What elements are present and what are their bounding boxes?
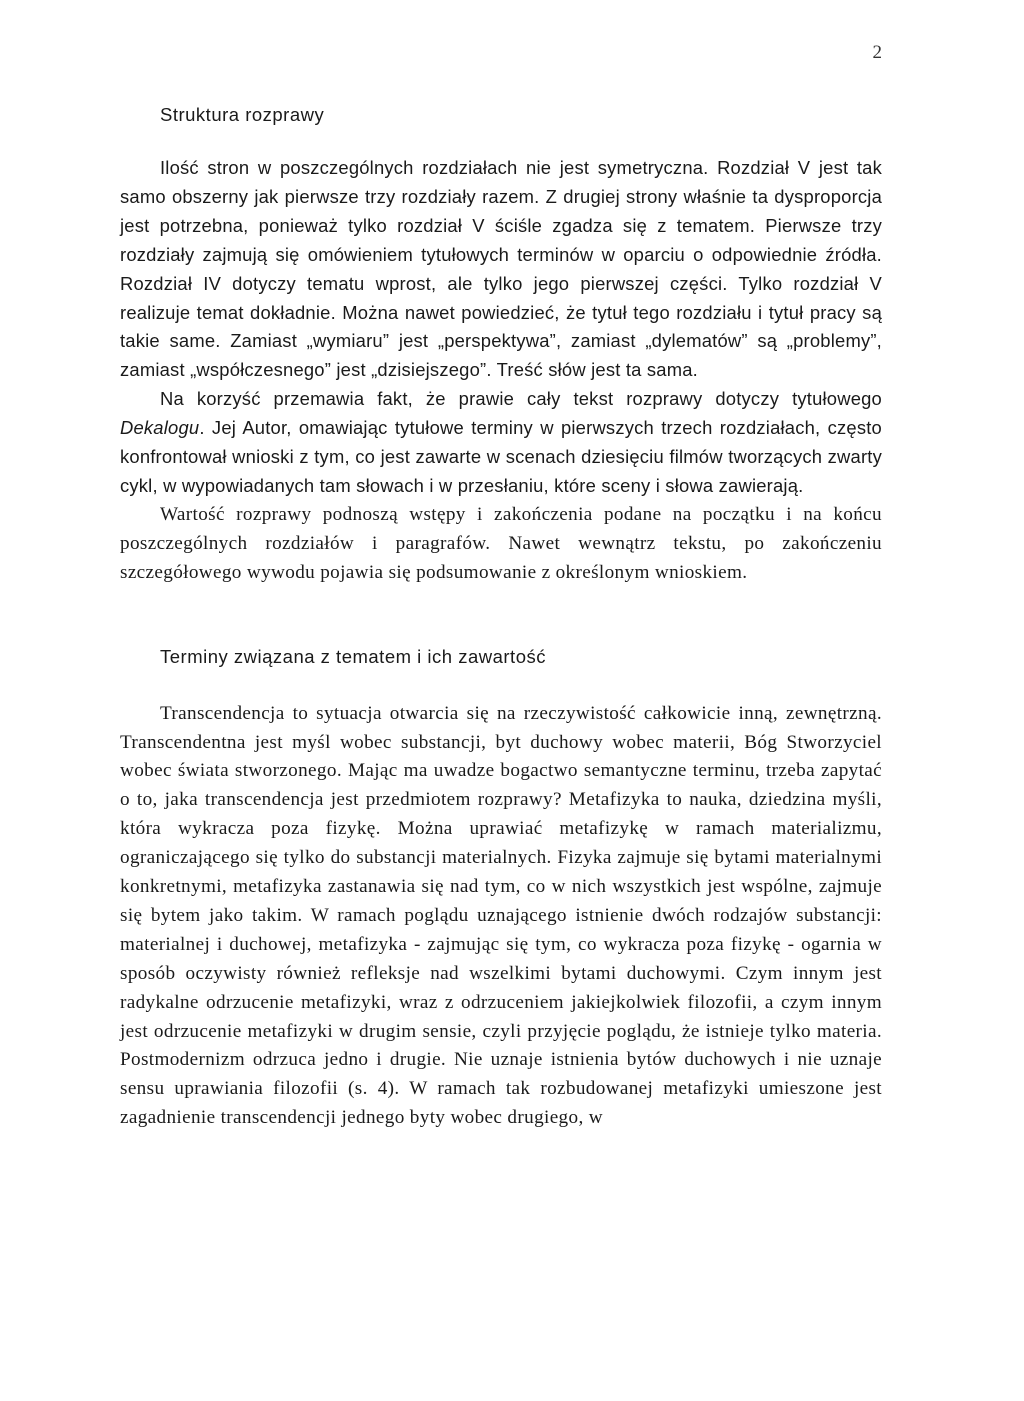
paragraph-page-count: Ilość stron w poszczególnych rozdziałach nie jest symetryczna. Rozdział V jest tak samo obszerny jak pierwsze trzy rozdziały razem. Z drugiej strony właśnie ta dysproporcja jest potrzebna, ponieważ tylko rozdział V ściśle zgadza się z tematem. Pierwsze trzy rozdziały zajmują się omówieniem tytułowych terminów w oparciu o odpowiednie źródła. Rozdział IV dotyczy tematu wprost, ale tylko jego pierwszej części. Tylko rozdział V realizuje temat dokładnie. Można nawet powiedzieć, że tytuł tego rozdziału i tytuł pracy są takie same. Zamiast „wymiaru” jest „perspektywa”, zamiast „dylematów” są „problemy”, zamiast „współczesnego” jest „dzisiejszego”. Treść słów jest ta sama. — [120, 157, 882, 381]
paragraph-dekalog — [120, 385, 882, 501]
paragraph-introductions: Wartość rozprawy podnoszą wstępy i zakończenia podane na początku i na końcu poszczególnych rozdziałów i paragrafów. Nawet wewnątrz tekstu, po zakończeniu szczegółowego wywodu pojawia się podsumowanie z określonym wnioskiem. — [120, 503, 882, 583]
paragraph-transcendence: Transcendencja to sytuacja otwarcia się na rzeczywistość całkowicie inną, zewnętrzną. Transcendentna jest myśl wobec substancji, byt duchowy wobec materii, Bóg Stworzyciel wobec świata stworzonego. Mając ma uwadze bogactwo semantyczne terminu, trzeba zapytać o to, jaka transcendencja jest przedmiotem rozprawy? Metafizyka to nauka, dziedzina myśli, która wykracza poza fizykę. Można uprawiać metafizykę w ramach materializmu, ograniczającego się tylko do substancji materialnych. Fizyka zajmuje się bytami materialnymi konkretnymi, metafizyka zastanawia się nad tym, co w nich wszystkich jest wspólne, zajmuje się bytem jako takim. W ramach poglądu uznającego istnienie dwóch rodzajów substancji: materialnej i duchowej, metafizyka - zajmując się tym, co wykracza poza fizykę - ogarnia w sposób oczywisty również refleksje nad wszelkimi bytami duchowymi. Czym innym jest radykalne odrzucenie metafizyki, wraz z odrzuceniem jakiejkolwiek filozofii, a czym innym jest odrzucenie metafizyki w drugim sensie, czyli przyjęcie poglądu, że istnieje tylko materia. Postmodernizm odrzuca jedno i drugie. Nie uznaje istnienia bytów duchowych i nie uznaje sensu uprawiania filozofii (s. 4). W ramach tak rozbudowanej metafizyki umieszone jest zagadnienie transcendencji jednego byty wobec drugiego, w — [120, 702, 882, 1129]
section-heading-terms: Terminy związana z tematem i ich zawartość — [160, 645, 546, 667]
dekalog-title: Dekalogu — [120, 417, 200, 439]
paragraph-dekalog-start: Na korzyść przemawia fakt, że prawie cały tekst rozprawy dotyczy tytułowego — [160, 388, 882, 410]
page-number: 2 — [872, 42, 882, 63]
paragraph-dekalog-end: . Jej Autor, omawiając tytułowe terminy w pierwszych trzech rozdziałach, często konfrontował wnioski z tym, co jest zawarte w scenach dziesięciu filmów tworzących zwarty cykl, w wypowiadanych tam słowach i w przesłaniu, które sceny i słowa zawierają. — [120, 417, 882, 496]
section-heading-structure: Struktura rozprawy — [160, 104, 325, 125]
document-body — [120, 98, 882, 1133]
